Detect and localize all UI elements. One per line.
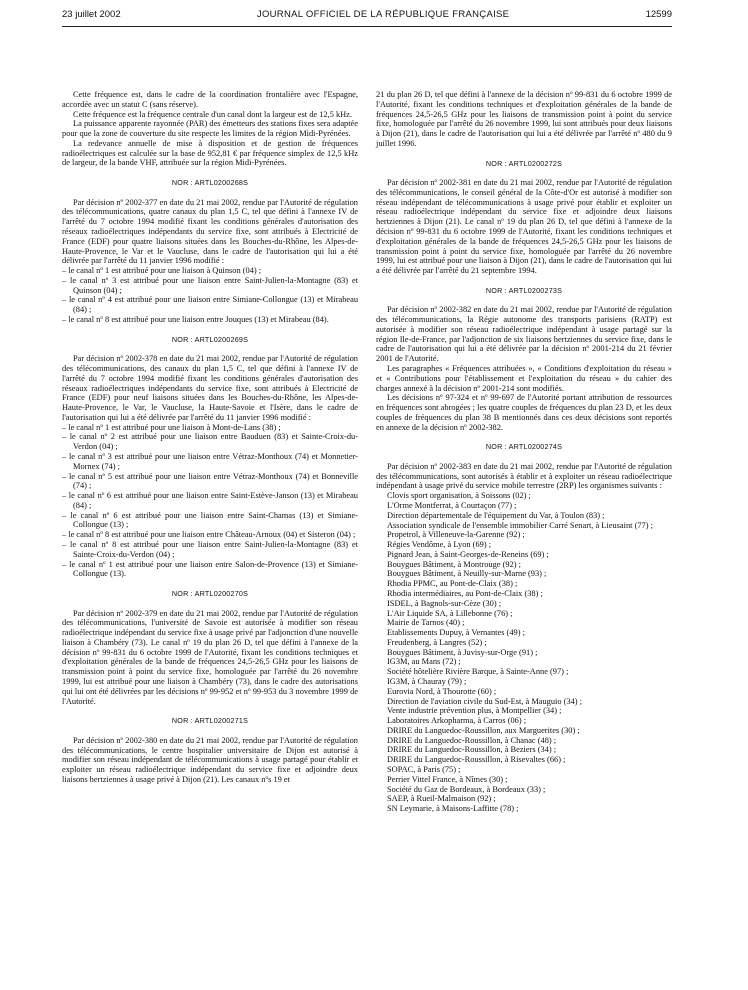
channel-list bbox=[62, 266, 358, 325]
list-item: Propetrol, à Villeneuve-la-Garenne (92) ; bbox=[387, 530, 525, 540]
journal-title: JOURNAL OFFICIEL DE LA RÉPUBLIQUE FRANÇAISE bbox=[256, 8, 510, 20]
list-item: Vente industrie prévention plus, à Montpellier (34) ; bbox=[387, 706, 562, 716]
list-item: Pignard Jean, à Saint-Georges-de-Reneins (69) ; bbox=[387, 549, 549, 559]
nor-reference: NOR : ARTL0200271S bbox=[171, 716, 249, 726]
list-item: – le canal nº 8 est attribué pour une liaison entre Jouques (13) et Mirabeau (84). bbox=[62, 315, 358, 325]
list-item: Association syndicale de l'ensemble immobilier Carré Senart, à Lieusaint (77) ; bbox=[387, 520, 653, 530]
organism-list bbox=[376, 491, 672, 814]
page-header bbox=[62, 4, 672, 24]
decision-paragraph: Par décision nº 2002-380 en date du 21 mai 2002, rendue par l'Autorité de régulation des télécommunications, le centre hospitalier universitaire de Dijon est autorisé à modifier son réseau indépendant de télécommunications à usage partagé pour établir et exploiter un réseau radioélectrique indépendant du service fixe et adjoindre deux liaisons hertziennes à usage privé à Dijon (21). Les canaux nºs 19 et bbox=[62, 735, 358, 784]
intro-paragraph: La redevance annuelle de mise à disposition et de gestion de fréquences radioélectriques est calculée sur la base de 952,81 € par fréquence simplex de 12,5 kHz de largeur, de la bande VHF, attribuée sur la région Midi-Pyrénées. bbox=[62, 138, 358, 168]
list-item: Eurovia Nord, à Thourotte (60) ; bbox=[387, 686, 497, 696]
nor-reference: NOR : ARTL0200270S bbox=[171, 589, 249, 599]
header-rule bbox=[62, 26, 672, 27]
nor-reference: NOR : ARTL0200268S bbox=[171, 178, 249, 188]
nor-reference: NOR : ARTL0200269S bbox=[171, 334, 249, 344]
list-item: Etablissements Dupuy, à Vernantes (49) ; bbox=[387, 628, 525, 638]
list-item: ISDEL, à Bagnols-sur-Cèze (30) ; bbox=[387, 598, 502, 608]
list-item: SN Leymarie, à Maisons-Laffitte (78) ; bbox=[387, 804, 519, 814]
decision-paragraph: Par décision nº 2002-383 en date du 21 mai 2002, rendue par l'Autorité de régulation des télécommunications, sont autorisés à établir et à exploiter un réseau radioélectrique indépendant à usage privé du service mobile terrestre (2RP) les organismes suivants : bbox=[376, 461, 672, 491]
list-item: Bouygues Bâtiment, à Neuilly-sur-Marne (93) ; bbox=[387, 569, 547, 579]
list-item: IG3M, à Chauray (79) ; bbox=[387, 677, 467, 687]
decision-paragraph: Par décision nº 2002-381 en date du 21 mai 2002, rendue par l'Autorité de régulation des télécommunications, le conseil général de la Côte-d'Or est autorisé à modifier son réseau indépendant de télécommunications à usage privé pour établir et exploiter un réseau radioélectrique indépendant du service fixe et adjoindre deux liaisons hertziennes à Dijon (21). Le canal nº 19 du plan 26 D, tel que défini à l'annexe de la décision nº 99-831 du 6 octobre 1999 de l'Autorité, fixant les conditions techniques et d'exploitation générales de la bande de fréquences 24,5-26,5 GHz pour les liaisons de transmission point à point du service fixe, homologuée par l'arrêté du 26 novembre 1999, lui est attribué pour une liaison à Dijon (21), dans le cadre de l'autorisation qui lui a été délivrée par l'arrêté du 21 septembre 1994. bbox=[376, 178, 672, 276]
list-item: Mairie de Tarnos (40) ; bbox=[387, 618, 465, 628]
list-item: Bouygues Bâtiment, à Juvisy-sur-Orge (91) ; bbox=[387, 647, 538, 657]
decision-paragraph: Par décision nº 2002-377 en date du 21 mai 2002, rendue par l'Autorité de régulation des télécommunications, quatre canaux du plan 1,5 C, tel que défini à l'annexe IV de l'arrêté du 7 octobre 1994 modifié fixant les conditions générales d'autorisation des réseaux radioélectriques indépendants du service fixe, sont attribués à Electricité de France (EDF) pour quatre liaisons situées dans les Bouches-du-Rhône, les Alpes-de-Haute-Provence, le Var et le Vaucluse, dans le cadre de l'autorisation qui lui a été délivrée par l'arrêté du 11 janvier 1996 modifié : bbox=[62, 197, 358, 266]
nor-reference: NOR : ARTL0200272S bbox=[485, 158, 563, 168]
list-item: – le canal nº 3 est attribué pour une liaison entre Vétraz-Monthoux (74) et Monnetier-Mornex (74) ; bbox=[62, 452, 358, 472]
list-item: – le canal nº 1 est attribué pour une liaison entre Salon-de-Provence (13) et Simiane-Collongue (13). bbox=[62, 560, 358, 580]
header-date: 23 juillet 2002 bbox=[62, 8, 121, 20]
decision-paragraph: Les décisions nº 97-324 et nº 99-697 de l'Autorité portant attribution de ressources en fréquences sont abrogées ; les quatre couples de fréquences du plan 23 D, et les deux couples de fréquences du plan 38 B mentionnés dans ces deux décisions sont reportés en annexe de la décision nº 2002-382. bbox=[376, 393, 672, 432]
list-item: Laboratoires Arkopharma, à Carros (06) ; bbox=[387, 716, 527, 726]
list-item: Régies Vendôme, à Lyon (69) ; bbox=[387, 540, 492, 550]
intro-paragraph: La puissance apparente rayonnée (PAR) des émetteurs des stations fixes sera adaptée pour que la zone de couverture du site respecte les limites de la région Midi-Pyrénées. bbox=[62, 119, 358, 139]
list-item: Freudenberg, à Langres (52) ; bbox=[387, 637, 487, 647]
list-item: – le canal nº 6 est attribué pour une liaison entre Saint-Estève-Janson (13) et Mirabeau (84) ; bbox=[62, 491, 358, 511]
list-item: – le canal nº 1 est attribué pour une liaison à Quinson (04) ; bbox=[62, 266, 358, 276]
list-item: Perrier Vittel France, à Nîmes (30) ; bbox=[387, 774, 508, 784]
channel-list bbox=[62, 423, 358, 580]
list-item: SAEP, à Rueil-Malmaison (92) ; bbox=[387, 794, 496, 804]
list-item: DRIRE du Languedoc-Roussillon, à Beziers (34) ; bbox=[387, 745, 557, 755]
list-item: Direction départementale de l'équipement du Var, à Toulon (83) ; bbox=[387, 510, 605, 520]
list-item: Bouygues Bâtiment, à Montrouge (92) ; bbox=[387, 559, 521, 569]
list-item: DRIRE du Languedoc-Roussillon, aux Marguerites (30) ; bbox=[387, 725, 580, 735]
page-number: 12599 bbox=[645, 8, 672, 20]
list-item: L'Air Liquide SA, à Lillebonne (76) ; bbox=[387, 608, 513, 618]
list-item: – le canal nº 3 est attribué pour une liaison entre Saint-Julien-la-Montagne (83) et Quinson (04) ; bbox=[62, 276, 358, 296]
list-item: Société hôtelière Rivière Barque, à Sainte-Anne (97) ; bbox=[387, 667, 569, 677]
list-item: Rhodia intermédiaires, au Pont-de-Claix (38) ; bbox=[387, 588, 543, 598]
list-item: DRIRE du Languedoc-Roussillon, à Chanac (48) ; bbox=[387, 735, 557, 745]
list-item: Clovis sport organisation, à Soissons (02) ; bbox=[387, 491, 531, 501]
decision-paragraph: Par décision nº 2002-378 en date du 21 mai 2002, rendue par l'Autorité de régulation des télécommunications, des canaux du plan 1,5 C, tel que défini à l'annexe IV de l'arrêté du 7 octobre 1994 modifié fixant les conditions générales d'autorisation des réseaux radioélectriques indépendants du service fixe, sont attribués à Electricité de France (EDF) pour neuf liaisons situées dans les Bouches-du-Rhône, les Alpes-de-Haute-Provence, le Var, le Vaucluse, la Haute-Savoie et l'Isère, dans le cadre de l'autorisation qui lui a été délivrée par l'arrêté du 11 janvier 1996 modifié : bbox=[62, 354, 358, 422]
list-item: DRIRE du Languedoc-Roussillon, à Risevaltes (66) ; bbox=[387, 755, 566, 765]
list-item: Société du Gaz de Bordeaux, à Bordeaux (33) ; bbox=[387, 784, 546, 794]
list-item: Direction de l'aviation civile du Sud-Est, à Mauguio (34) ; bbox=[387, 696, 583, 706]
decision-paragraph: Les paragraphes « Fréquences attribuées », « Conditions d'exploitation du réseau » et « Contributions pour l'établissement et l'exploitation du réseau » du cahier des charges annexé à la décision nº 2001-214 sont modifiés. bbox=[376, 363, 672, 393]
left-column bbox=[62, 90, 358, 785]
decision-paragraph-continued: 21 du plan 26 D, tel que défini à l'annexe de la décision nº 99-831 du 6 octobre 1999 de l'Autorité, fixant les conditions techniques et d'exploitation générales de la bande de fréquences 24,5-26,5 GHz pour les liaisons de transmission point à point du service fixe, homologuée par l'arrêté du 26 novembre 1999, lui sont attribués pour deux liaisons à Dijon (21), dans le cadre de l'autorisation qui lui a été délivrée par l'arrêté nº 480 du 9 juillet 1996. bbox=[376, 90, 672, 148]
list-item: – le canal nº 5 est attribué pour une liaison entre Vétraz-Monthoux (74) et Bonneville (74) ; bbox=[62, 472, 358, 492]
list-item: – le canal nº 8 est attribué pour une liaison entre Château-Arnoux (04) et Sisteron (04) ; bbox=[62, 530, 358, 540]
list-item: IG3M, au Mans (72) ; bbox=[387, 657, 461, 667]
list-item: L'Orme Montferrat, à Courtaçon (77) ; bbox=[387, 500, 517, 510]
intro-paragraph: Cette fréquence est, dans le cadre de la coordination frontalière avec l'Espagne, accordée avec un statut C (sans réserve). bbox=[62, 90, 358, 109]
list-item: – le canal nº 1 est attribué pour une liaison à Mont-de-Lans (38) ; bbox=[62, 423, 358, 433]
list-item: – le canal nº 4 est attribué pour une liaison entre Simiane-Collongue (13) et Mirabeau (84) ; bbox=[62, 295, 358, 315]
list-item: – le canal nº 6 est attribué pour une liaison entre Saint-Chamas (13) et Simiane-Collongue (13) ; bbox=[62, 511, 358, 531]
intro-paragraph: Cette fréquence est la fréquence centrale d'un canal dont la largeur est de 12,5 kHz. bbox=[73, 109, 352, 119]
list-item: SOPAC, à Paris (75) ; bbox=[387, 765, 461, 775]
nor-reference: NOR : ARTL0200274S bbox=[485, 442, 563, 452]
decision-paragraph: Par décision nº 2002-379 en date du 21 mai 2002, rendue par l'Autorité de régulation des télécommunications, l'université de Savoie est autorisée à modifier son réseau radioélectrique indépendant du service fixe à usage privé par l'adjonction d'une nouvelle liaison à Chambéry (73). Le canal nº 19 du plan 26 D, tel que défini à l'annexe de la décision nº 99-831 du 6 octobre 1999 de l'Autorité, fixant les conditions techniques et d'exploitation générales de la bande de fréquences 24,5-26,5 GHz pour les liaisons de transmission point à point du service fixe, homologuée par l'arrêté du 26 novembre 1999, lui est attribué pour une liaison à Chambéry (73), dans le cadre des autorisations qui lui ont été délivrées par les décisions nº 99-952 et nº 99-953 du 3 novembre 1999 de l'Autorité. bbox=[62, 608, 358, 706]
nor-reference: NOR : ARTL0200273S bbox=[485, 285, 563, 295]
right-column bbox=[376, 90, 672, 814]
list-item: – le canal nº 2 est attribué pour une liaison entre Bauduen (83) et Sainte-Croix-du-Verdon (04) ; bbox=[62, 432, 358, 452]
decision-paragraph: Par décision nº 2002-382 en date du 21 mai 2002, rendue par l'Autorité de régulation des télécommunications, la Régie autonome des transports parisiens (RATP) est autorisée à modifier son réseau radioélectrique indépendant à usage partagé sur la région Ile-de-France, par l'adjonction de six liaisons hertziennes du service fixe, dans le cadre de l'autorisation qui lui a été délivrée par la décision nº 2001-214 du 21 février 2001 de l'Autorité. bbox=[376, 305, 672, 364]
list-item: Rhodia PPMC, au Pont-de-Claix (38) ; bbox=[387, 579, 518, 589]
list-item: – le canal nº 8 est attribué pour une liaison entre Saint-Julien-la-Montagne (83) et Sainte-Croix-du-Verdon (04) ; bbox=[62, 540, 358, 560]
